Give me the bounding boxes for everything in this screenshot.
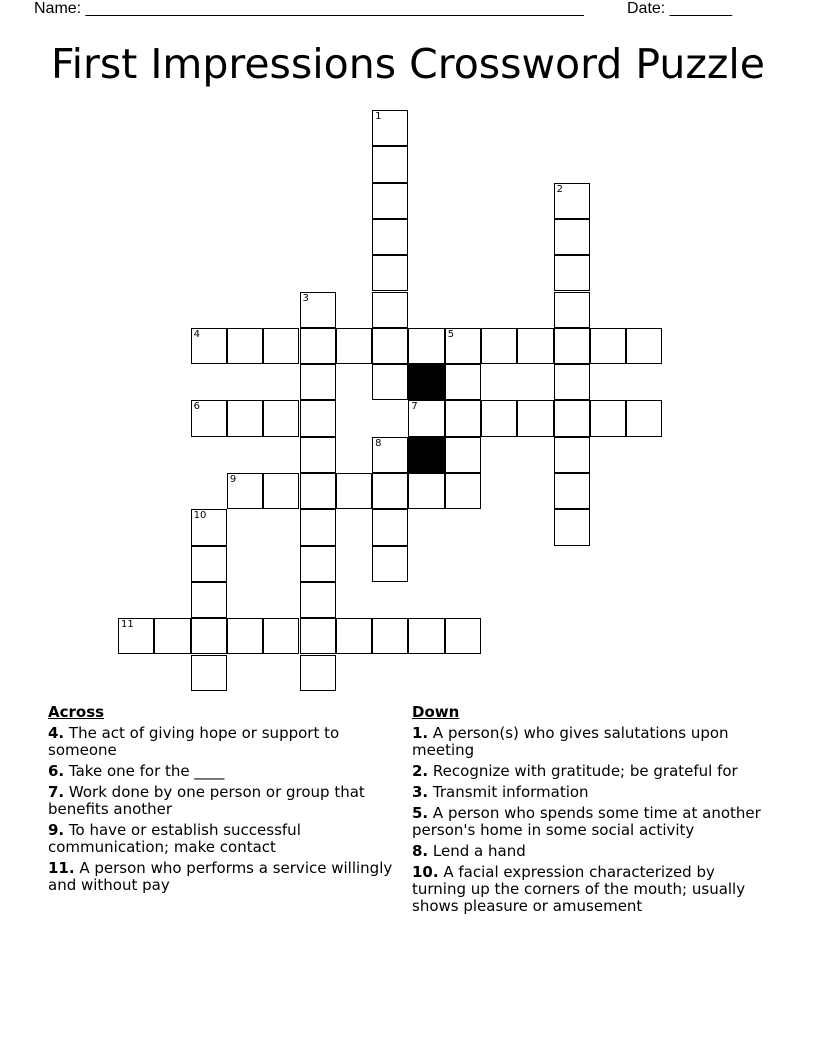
grid-cell[interactable] bbox=[372, 437, 408, 473]
grid-cell[interactable] bbox=[263, 618, 299, 654]
grid-cell[interactable] bbox=[372, 183, 408, 219]
clue-text: The act of giving hope or support to someone bbox=[48, 724, 340, 759]
grid-cell[interactable] bbox=[300, 437, 336, 473]
grid-cell[interactable] bbox=[372, 110, 408, 146]
clue-text: Lend a hand bbox=[432, 842, 526, 860]
clue-num: 10. bbox=[412, 863, 439, 881]
clue-text: Transmit information bbox=[432, 783, 589, 801]
grid-cell[interactable] bbox=[372, 473, 408, 509]
grid-cell[interactable] bbox=[517, 400, 553, 436]
down-clue bbox=[412, 784, 767, 801]
black-cell bbox=[408, 437, 444, 473]
grid-cell[interactable] bbox=[227, 473, 263, 509]
grid-cell[interactable] bbox=[372, 219, 408, 255]
grid-cell[interactable] bbox=[445, 473, 481, 509]
clue-number: 2 bbox=[556, 183, 563, 195]
down-clue bbox=[412, 805, 767, 839]
clue-text: Take one for the ____ bbox=[68, 762, 225, 780]
grid-cell[interactable] bbox=[227, 328, 263, 364]
grid-cell[interactable] bbox=[554, 219, 590, 255]
clue-num: 8. bbox=[412, 842, 429, 860]
grid-cell[interactable] bbox=[372, 255, 408, 291]
grid-cell[interactable] bbox=[300, 400, 336, 436]
grid-cell[interactable] bbox=[191, 400, 227, 436]
grid-cell[interactable] bbox=[300, 546, 336, 582]
clue-number: 5 bbox=[447, 328, 455, 340]
clue-text: A facial expression characterized by turning up the corners of the mouth; usually shows pleasure or amusement bbox=[412, 863, 746, 915]
clue-num: 5. bbox=[412, 804, 429, 822]
grid-cell[interactable] bbox=[300, 473, 336, 509]
grid-cell[interactable] bbox=[300, 328, 336, 364]
grid-cell[interactable] bbox=[191, 618, 227, 654]
grid-cell[interactable] bbox=[554, 183, 590, 219]
clue-text: Recognize with gratitude; be grateful for bbox=[432, 762, 738, 780]
grid-cell[interactable] bbox=[300, 364, 336, 400]
grid-cell[interactable] bbox=[300, 618, 336, 654]
clue-num: 4. bbox=[48, 724, 65, 742]
clue-text: A person who performs a service willingly and without pay bbox=[48, 859, 393, 894]
grid-cell[interactable] bbox=[445, 400, 481, 436]
down-heading: Down bbox=[412, 703, 460, 721]
grid-cell[interactable] bbox=[336, 328, 372, 364]
down-clue bbox=[412, 843, 767, 860]
down-clue bbox=[412, 725, 767, 759]
down-clues bbox=[412, 703, 767, 919]
clue-number: 9 bbox=[229, 474, 237, 485]
grid-cell[interactable] bbox=[554, 364, 590, 400]
grid-cell[interactable] bbox=[626, 400, 662, 436]
grid-cell[interactable] bbox=[554, 292, 590, 328]
grid-cell[interactable] bbox=[445, 618, 481, 654]
grid-cell[interactable] bbox=[300, 509, 336, 545]
grid-cell[interactable] bbox=[554, 437, 590, 473]
black-cell bbox=[408, 364, 444, 400]
across-clue bbox=[48, 763, 403, 780]
grid-cell[interactable] bbox=[554, 328, 590, 364]
clue-num: 3. bbox=[412, 783, 429, 801]
clue-num: 7. bbox=[48, 783, 65, 801]
grid-cell[interactable] bbox=[554, 255, 590, 291]
across-clue bbox=[48, 822, 403, 856]
grid-cell[interactable] bbox=[590, 328, 626, 364]
grid-cell[interactable] bbox=[372, 328, 408, 364]
grid-cell[interactable] bbox=[263, 400, 299, 436]
grid-cell[interactable] bbox=[227, 618, 263, 654]
grid-cell[interactable] bbox=[191, 546, 227, 582]
grid-cell[interactable] bbox=[336, 473, 372, 509]
clue-number: 8 bbox=[375, 437, 382, 449]
grid-cell[interactable] bbox=[263, 328, 299, 364]
across-clues bbox=[48, 703, 403, 898]
clue-num: 2. bbox=[412, 762, 429, 780]
clue-number: 6 bbox=[193, 401, 200, 413]
clue-number: 7 bbox=[411, 401, 418, 413]
across-clue bbox=[48, 784, 403, 818]
grid-cell[interactable] bbox=[372, 509, 408, 545]
grid-cell[interactable] bbox=[554, 400, 590, 436]
clue-num: 6. bbox=[48, 762, 65, 780]
clue-num: 11. bbox=[48, 859, 75, 877]
across-clue bbox=[48, 860, 403, 894]
clue-number: 11 bbox=[121, 619, 134, 631]
clue-num: 1. bbox=[412, 724, 429, 742]
date-field[interactable]: Date: _______ bbox=[627, 0, 732, 17]
grid-cell[interactable] bbox=[445, 364, 481, 400]
grid-cell[interactable] bbox=[554, 509, 590, 545]
grid-cell[interactable] bbox=[445, 437, 481, 473]
grid-cell[interactable] bbox=[372, 546, 408, 582]
down-clue bbox=[412, 763, 767, 780]
across-heading: Across bbox=[48, 703, 105, 721]
clue-number: 3 bbox=[302, 292, 309, 304]
grid-cell[interactable] bbox=[191, 328, 227, 364]
grid-cell[interactable] bbox=[372, 292, 408, 328]
grid-cell[interactable] bbox=[372, 618, 408, 654]
grid-cell[interactable] bbox=[191, 509, 227, 545]
grid-cell[interactable] bbox=[408, 400, 444, 436]
grid-cell[interactable] bbox=[154, 618, 190, 654]
grid-cell[interactable] bbox=[191, 655, 227, 691]
grid-cell[interactable] bbox=[481, 328, 517, 364]
grid-cell[interactable] bbox=[336, 618, 372, 654]
clue-text: A person who spends some time at another person's home in some social activity bbox=[412, 804, 761, 839]
grid-cell[interactable] bbox=[590, 400, 626, 436]
grid-cell[interactable] bbox=[408, 328, 444, 364]
grid-cell[interactable] bbox=[372, 364, 408, 400]
across-clue bbox=[48, 725, 403, 759]
clue-text: A person(s) who gives salutations upon meeting bbox=[412, 724, 729, 759]
grid-cell[interactable] bbox=[191, 582, 227, 618]
grid-cell[interactable] bbox=[300, 582, 336, 618]
grid-cell[interactable] bbox=[481, 400, 517, 436]
grid-cell[interactable] bbox=[445, 328, 481, 364]
down-clue bbox=[412, 864, 767, 915]
clue-text: To have or establish successful communication; make contact bbox=[48, 821, 301, 856]
clue-num: 9. bbox=[48, 821, 65, 839]
name-field[interactable]: Name: ________________________________________________________ bbox=[34, 0, 584, 17]
grid-cell[interactable] bbox=[118, 618, 154, 654]
clue-number: 10 bbox=[193, 510, 207, 522]
grid-cell[interactable] bbox=[517, 328, 553, 364]
grid-cell[interactable] bbox=[408, 618, 444, 654]
grid-cell[interactable] bbox=[263, 473, 299, 509]
grid-cell[interactable] bbox=[372, 146, 408, 182]
grid-cell[interactable] bbox=[626, 328, 662, 364]
page-title: First Impressions Crossword Puzzle bbox=[51, 40, 765, 88]
grid-cell[interactable] bbox=[554, 473, 590, 509]
clue-number: 1 bbox=[375, 111, 382, 122]
grid-cell[interactable] bbox=[227, 400, 263, 436]
clue-number: 4 bbox=[193, 328, 200, 340]
grid-cell[interactable] bbox=[300, 655, 336, 691]
clue-text: Work done by one person or group that benefits another bbox=[48, 783, 365, 818]
grid-cell[interactable] bbox=[408, 473, 444, 509]
grid-cell[interactable] bbox=[300, 292, 336, 328]
